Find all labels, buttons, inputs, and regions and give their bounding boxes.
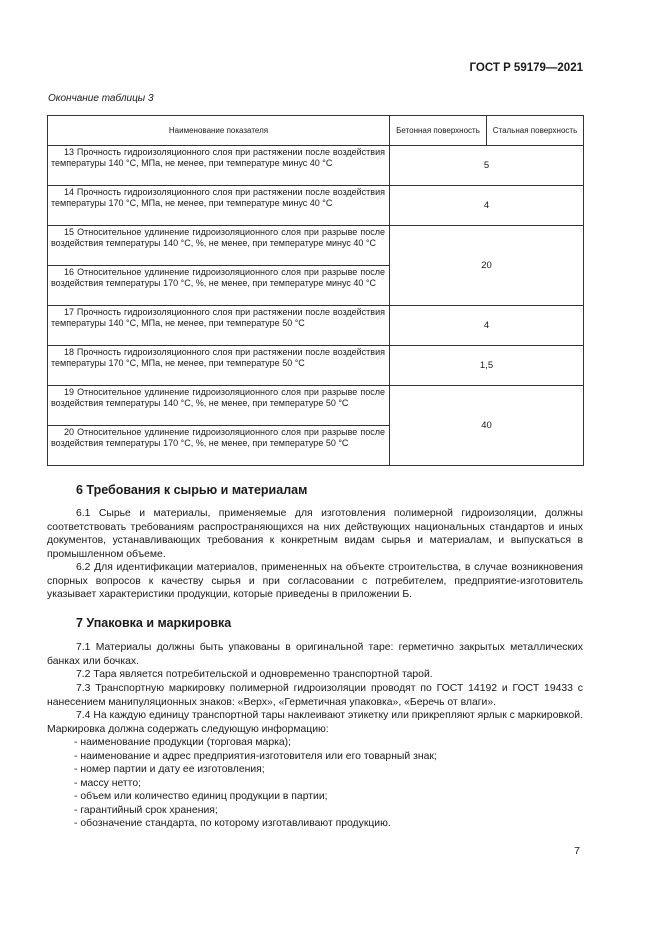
page-number: 7 (574, 845, 580, 857)
header-name: Наименование показателя (48, 116, 390, 146)
row-name: 19 Относительное удлинение гидроизоляционного слоя при разрыве после воздействия температуры 140 °С, %, не менее, при температуре 50 °С (48, 386, 390, 426)
table-header-row (48, 116, 584, 146)
list-item: - массу нетто; (74, 778, 141, 789)
list-item: - объем или количество единиц продукции в партии; (74, 791, 328, 802)
paragraph-7-3: 7.3 Транспортную маркировку полимерной гидроизоляции проводят по ГОСТ 14192 и ГОСТ 19433 с нанесением манипуляционных знаков: «Верх», «Герметичная упаковка», «Беречь от влаги». (47, 683, 583, 708)
row-value: 4 (390, 306, 584, 346)
paragraph-7-4: 7.4 На каждую единицу транспортной тары наклеивают этикетку или прикрепляют ярлык с маркировкой. Маркировка должна содержать следующую информацию: (47, 710, 583, 735)
section-6-title: 6 Требования к сырью и материалам (76, 483, 308, 497)
row-name: 16 Относительное удлинение гидроизоляционного слоя при разрыве после воздействия температуры 170 °С, %, не менее, при температуре минус 40 °С (48, 266, 390, 306)
row-value: 40 (390, 386, 584, 466)
section-7-title: 7 Упаковка и маркировка (76, 616, 232, 630)
row-name: 20 Относительное удлинение гидроизоляционного слоя при разрыве после воздействия температуры 170 °С, %, не менее, при температуре 50 °С (48, 426, 390, 466)
row-value: 1,5 (390, 346, 584, 386)
header-steel: Стальная поверхность (487, 116, 584, 146)
table-row (48, 226, 584, 266)
table-row (48, 186, 584, 226)
row-value: 4 (390, 186, 584, 226)
list-item: - гарантийный срок хранения; (74, 805, 218, 816)
list-item: - наименование продукции (торговая марка); (74, 737, 292, 748)
paragraph-7-2: 7.2 Тара является потребительской и одновременно транспортной тарой. (76, 669, 433, 680)
paragraph-7-1: 7.1 Материалы должны быть упакованы в оригинальной таре: герметично закрытых металлических банках или бочках. (47, 642, 583, 667)
paragraph-6-1: 6.1 Сырье и материалы, применяемые для изготовления полимерной гидроизоляции, должны соответствовать требованиям распространяющихся на них действующих национальных стандартов и иных документов, устанавливающих требования к конкретным видам сырья и материалам, и выпускаться в промышленном объеме. (47, 508, 583, 560)
row-name: 18 Прочность гидроизоляционного слоя при растяжении после воздействия температуры 170 °С, МПа, не менее, при температуре 50 °С (48, 346, 390, 386)
table-row (48, 306, 584, 346)
row-name: 14 Прочность гидроизоляционного слоя при растяжении после воздействия температуры 170 °С, МПа, не менее, при температуре минус 40 °С (48, 186, 390, 226)
row-name: 13 Прочность гидроизоляционного слоя при растяжении после воздействия температуры 140 °С, МПа, не менее, при температуре минус 40 °С (48, 146, 390, 186)
table-caption: Окончание таблицы 3 (48, 93, 154, 104)
document-number: ГОСТ Р 59179—2021 (469, 62, 583, 74)
list-item: - номер партии и дату ее изготовления; (74, 764, 265, 775)
properties-table (47, 115, 584, 466)
table-row (48, 386, 584, 426)
row-name: 15 Относительное удлинение гидроизоляционного слоя при разрыве после воздействия температуры 140 °С, %, не менее, при температуре минус 40 °С (48, 226, 390, 266)
row-value: 20 (390, 226, 584, 306)
table-row (48, 346, 584, 386)
list-item: - обозначение стандарта, по которому изготавливают продукцию. (74, 818, 391, 829)
row-value: 5 (390, 146, 584, 186)
row-name: 17 Прочность гидроизоляционного слоя при растяжении после воздействия температуры 140 °С, МПа, не менее, при температуре 50 °С (48, 306, 390, 346)
header-concrete: Бетонная поверхность (390, 116, 487, 146)
list-item: - наименование и адрес предприятия-изготовителя или его товарный знак; (74, 751, 437, 762)
paragraph-6-2: 6.2 Для идентификации материалов, примененных на объекте строительства, в случае возникновения спорных вопросов к качеству сырья и при согласовании с потребителем, предприятие-изготовитель указывает характеристики продукции, которые приведены в приложении Б. (47, 562, 583, 601)
table-row (48, 146, 584, 186)
